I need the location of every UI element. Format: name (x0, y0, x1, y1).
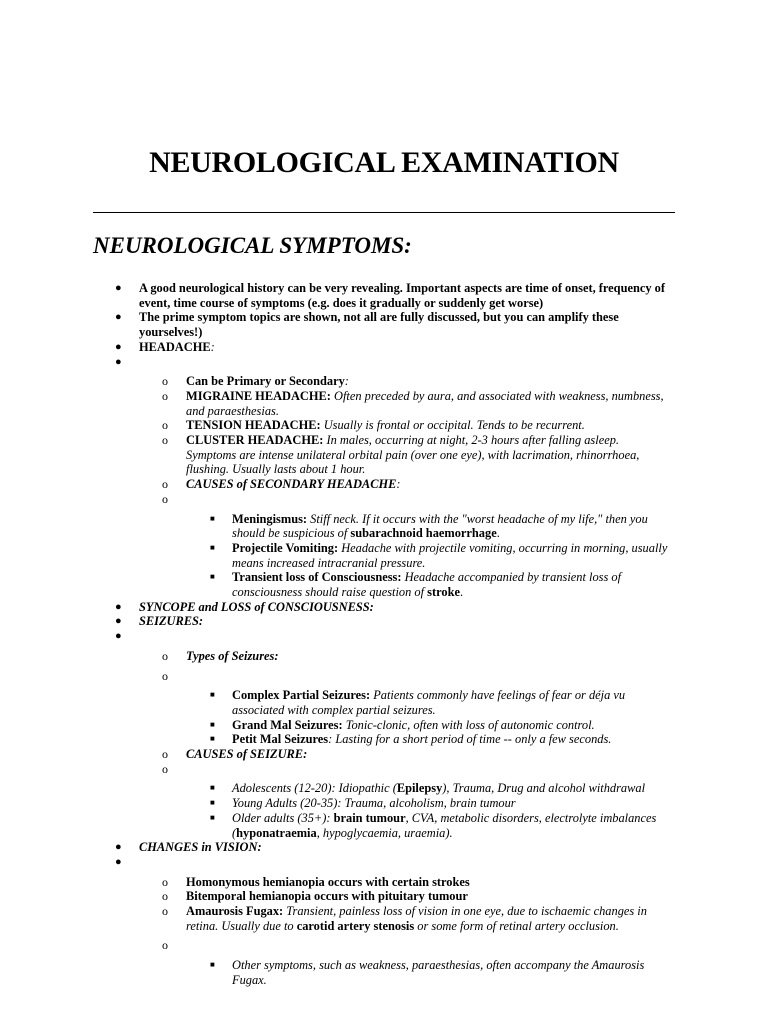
list-item (0, 762, 768, 777)
list-item: o Bitemporal hemianopia occurs with pituitary tumour (162, 889, 468, 904)
section-heading: NEUROLOGICAL SYMPTOMS: (93, 233, 412, 258)
circle-bullet: o (162, 477, 168, 492)
circle-bullet: o (162, 761, 168, 776)
list-item: o CLUSTER HEADACHE: In males, occurring at night, 2-3 hours after falling asleep. Symptoms are intense unilateral orbital pain (over one eye), with lacrimation, rhinorrhoea, flushing. Usually lasts about 1 hour. (162, 433, 640, 477)
list-item-text: The prime symptom topics are shown, not all are fully discussed, but you can amplify these yourselves!) (139, 310, 619, 340)
square-bullet: ■ (210, 542, 215, 552)
circle-bullet: o (162, 433, 168, 448)
square-bullet: ■ (210, 812, 215, 822)
symptom-list (0, 281, 768, 988)
circle-bullet: o (162, 889, 168, 904)
disc-bullet: ● (115, 355, 122, 368)
list-item: ● CHANGES in VISION: (115, 840, 262, 855)
square-bullet: ■ (210, 734, 215, 744)
circle-bullet: o (162, 418, 168, 433)
square-bullet: ■ (210, 798, 215, 808)
list-item: o Types of Seizures: (162, 648, 279, 663)
list-item (0, 629, 768, 644)
list-item: ● HEADACHE: (115, 339, 215, 354)
list-item: o Amaurosis Fugax: Transient, painless loss of vision in one eye, due to ischaemic changes in retina. Usually due to carotid artery stenosis or some form of retinal artery occlusion. (162, 904, 647, 933)
square-bullet: ■ (210, 960, 215, 970)
circle-bullet: o (162, 747, 168, 762)
list-item (0, 855, 768, 870)
list-item (0, 669, 768, 684)
disc-bullet: ● (115, 600, 122, 613)
disc-bullet: ● (115, 311, 122, 324)
list-item: ■ Older adults (35+): brain tumour, CVA, metabolic disorders, electrolyte imbalances (hyponatraemia, hypoglycaemia, uraemia). (210, 810, 657, 840)
list-item (0, 492, 768, 507)
square-bullet: ■ (210, 783, 215, 793)
list-item: ■ Other symptoms, such as weakness, paraesthesias, often accompany the Amaurosis Fugax. (210, 958, 645, 987)
list-item-text: A good neurological history can be very revealing. Important aspects are time of onset, frequency of event, time course of symptoms (e.g. does it gradually or suddenly get worse) (139, 281, 665, 310)
list-item: ■ Petit Mal Seizures: Lasting for a short period of time -- only a few seconds. (210, 732, 612, 747)
circle-bullet: o (162, 904, 168, 919)
disc-bullet: ● (115, 841, 122, 854)
headache-label: HEADACHE (139, 339, 211, 354)
page-title: NEUROLOGICAL EXAMINATION (149, 146, 619, 179)
disc-bullet: ● (115, 855, 122, 868)
list-item: ■ Complex Partial Seizures: Patients commonly have feelings of fear or déja vu associated with complex partial seizures. (210, 688, 626, 717)
horizontal-rule (93, 212, 675, 213)
list-item: o MIGRAINE HEADACHE: Often preceded by aura, and associated with weakness, numbness, and paraesthesias. (162, 388, 664, 418)
list-item: o Homonymous hemianopia occurs with certain strokes (162, 874, 470, 889)
square-bullet: ■ (210, 572, 215, 582)
list-item (0, 355, 768, 370)
list-item (0, 938, 768, 953)
disc-bullet: ● (115, 340, 122, 353)
list-item: ● SYNCOPE and LOSS of CONSCIOUSNESS: (115, 599, 374, 614)
list-item: ● SEIZURES: (115, 614, 204, 629)
list-item: o CAUSES of SECONDARY HEADACHE: (162, 477, 401, 492)
list-item (0, 310, 768, 339)
list-item: o TENSION HEADACHE: Usually is frontal or occipital. Tends to be recurrent. (162, 418, 585, 433)
circle-bullet: o (162, 491, 168, 506)
list-item: ■ Projectile Vomiting: Headache with projectile vomiting, occurring in morning, usually means increased intracranial pressure. (210, 540, 668, 570)
list-item: o Can be Primary or Secondary: (162, 374, 349, 389)
list-item: ■ Young Adults (20-35): Trauma, alcoholism, brain tumour (210, 796, 516, 811)
disc-bullet: ● (115, 630, 122, 643)
circle-bullet: o (162, 938, 168, 953)
circle-bullet: o (162, 648, 168, 663)
circle-bullet: o (162, 388, 168, 403)
list-item (0, 281, 768, 310)
circle-bullet: o (162, 668, 168, 683)
list-item: ■ Meningismus: Stiff neck. If it occurs with the "worst headache of my life," then you should be suspicious of subarachnoid haemorrhage. (210, 511, 648, 541)
circle-bullet: o (162, 374, 168, 389)
square-bullet: ■ (210, 513, 215, 523)
circle-bullet: o (162, 874, 168, 889)
list-item: o CAUSES of SEIZURE: (162, 747, 308, 762)
disc-bullet: ● (115, 282, 122, 294)
list-item: ■ Grand Mal Seizures: Tonic-clonic, often with loss of autonomic control. (210, 717, 595, 732)
square-bullet: ■ (210, 690, 215, 700)
list-item: ■ Transient loss of Consciousness: Headache accompanied by transient loss of consciousness should raise question of stroke. (210, 570, 622, 600)
list-item: ■ Adolescents (12-20): Idiopathic (Epilepsy), Trauma, Drug and alcohol withdrawal (210, 781, 646, 796)
square-bullet: ■ (210, 719, 215, 729)
disc-bullet: ● (115, 615, 122, 628)
